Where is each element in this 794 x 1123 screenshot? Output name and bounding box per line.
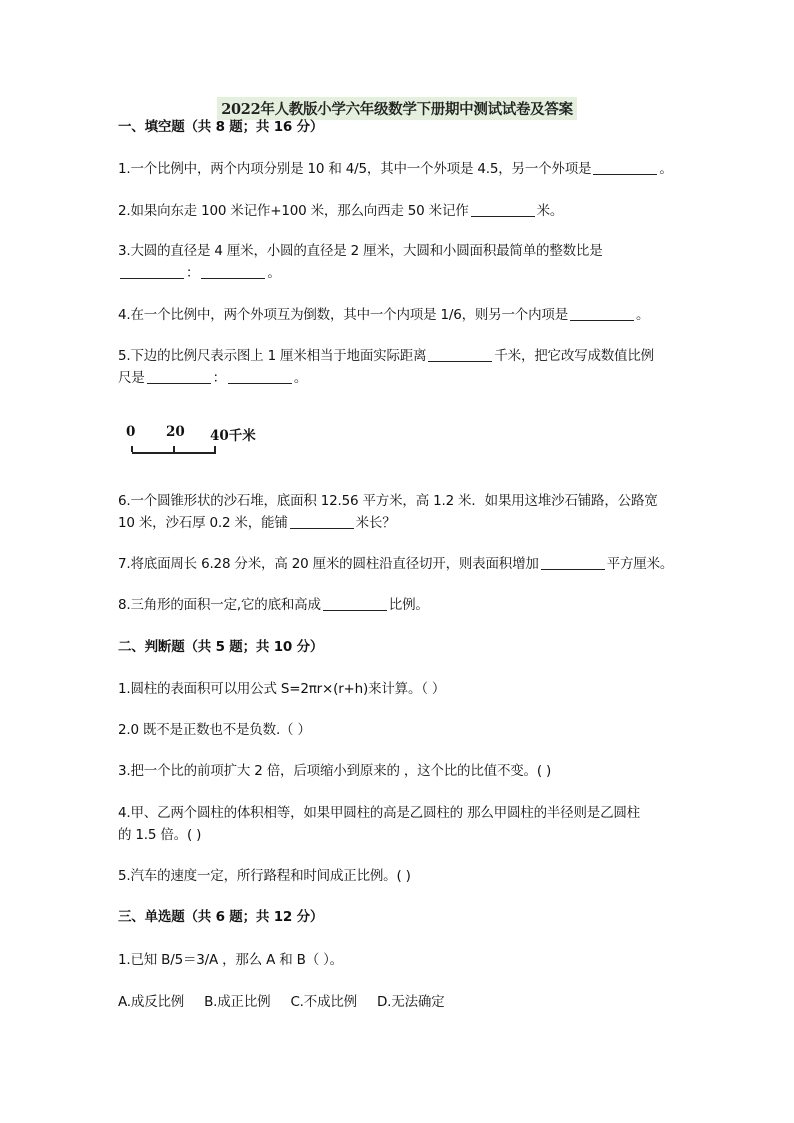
section-2-heading: 二、判断题（共 5 题；共 10 分） xyxy=(118,639,324,655)
answer-blank[interactable] xyxy=(428,347,492,362)
scale-tick-start xyxy=(131,446,133,452)
answer-blank[interactable] xyxy=(541,555,605,570)
question-text: 5.下边的比例尺表示图上 1 厘米相当于地面实际距离 xyxy=(118,348,427,364)
question-1-3-line2 xyxy=(118,262,281,284)
answer-blank[interactable] xyxy=(471,202,535,217)
question-1-2 xyxy=(118,200,563,222)
answer-blank[interactable] xyxy=(120,264,184,279)
question-text-end: 米长？ xyxy=(355,515,396,531)
question-2-4-line1: 4.甲、乙两个圆柱的体积相等，如果甲圆柱的高是乙圆柱的 那么甲圆柱的半径则是乙圆柱 xyxy=(118,805,640,821)
question-1-7 xyxy=(118,553,673,575)
answer-blank[interactable] xyxy=(593,160,657,175)
question-1-3-line1: 3.大圆的直径是 4 厘米，小圆的直径是 2 厘米，大圆和小圆面积最简单的整数比是 xyxy=(118,243,603,259)
question-2-2: 2.0 既不是正数也不是负数.（ ） xyxy=(118,722,311,738)
question-2-3: 3.把一个比的前项扩大 2 倍，后项缩小到原来的 ，这个比的比值不变。( ) xyxy=(118,763,552,779)
scale-tick-end xyxy=(214,446,216,452)
scale-bar-figure xyxy=(124,424,274,460)
question-1-5-line1 xyxy=(118,345,654,367)
option-c[interactable]: C.不成比例 xyxy=(290,994,357,1010)
question-text-end: 。 xyxy=(636,307,650,323)
question-1-8 xyxy=(118,594,429,616)
scale-tick-mid xyxy=(173,446,175,452)
scale-label-20: 20 xyxy=(166,424,185,440)
option-a[interactable]: A.成反比例 xyxy=(118,994,185,1010)
ratio-colon: ： xyxy=(186,265,200,281)
option-d[interactable]: D.无法确定 xyxy=(376,994,445,1010)
question-text: 2.如果向东走 100 米记作+100 米，那么向西走 50 米记作 xyxy=(118,203,469,219)
question-text-end: 。 xyxy=(659,161,673,177)
question-1-6-line2 xyxy=(118,512,396,534)
question-2-4-line2: 的 1.5 倍。( ) xyxy=(118,827,202,843)
section-3-heading: 三、单选题（共 6 题；共 12 分） xyxy=(118,909,324,925)
question-3-1: 1.已知 B/5＝3/A ，那么 A 和 B（ ）。 xyxy=(118,952,343,968)
question-text: 1.一个比例中，两个内项分别是 10 和 4/5，其中一个外项是 4.5，另一个外项是 xyxy=(118,161,592,177)
question-1-5-line2 xyxy=(118,367,307,389)
scale-line xyxy=(132,452,216,454)
question-1-6-line1: 6.一个圆锥形状的沙石堆，底面积 12.56 平方米，高 1.2 米．如果用这堆沙石铺路，公路宽 xyxy=(118,493,658,509)
question-1-4 xyxy=(118,304,649,326)
answer-blank[interactable] xyxy=(290,514,354,529)
question-text-end: 。 xyxy=(293,370,308,386)
question-text: 4.在一个比例中，两个外项互为倒数，其中一个内项是 1/6，则另一个内项是 xyxy=(118,307,568,323)
question-text: 10 米，沙石厚 0.2 米，能铺 xyxy=(118,515,288,531)
answer-blank[interactable] xyxy=(228,369,292,384)
question-text-end: 平方厘米。 xyxy=(606,556,674,572)
scale-label-0: 0 xyxy=(126,424,136,440)
question-text: 8.三角形的面积一定,它的底和高成 xyxy=(118,597,321,613)
scale-label-40: 40千米 xyxy=(210,428,256,444)
question-1-1 xyxy=(118,158,673,180)
answer-blank[interactable] xyxy=(201,264,265,279)
option-b[interactable]: B.成正比例 xyxy=(204,994,271,1010)
question-2-1: 1.圆柱的表面积可以用公式 S=2πr×(r+h)来计算。（ ） xyxy=(118,681,446,697)
section-1-heading: 一、填空题（共 8 题；共 16 分） xyxy=(118,119,324,135)
answer-blank[interactable] xyxy=(147,369,211,384)
question-text: 7.将底面周长 6.28 分米，高 20 厘米的圆柱沿直径切开，则表面积增加 xyxy=(118,556,539,572)
answer-blank[interactable] xyxy=(570,306,634,321)
question-text-mid: 千米，把它改写成数值比例 xyxy=(494,348,654,364)
question-3-1-options xyxy=(118,991,464,1013)
question-text: 尺是 xyxy=(118,370,145,386)
question-text-end: 米。 xyxy=(536,203,564,219)
question-2-5: 5.汽车的速度一定，所行路程和时间成正比例。( ) xyxy=(118,868,411,884)
answer-blank[interactable] xyxy=(323,596,387,611)
question-text-end: 比例。 xyxy=(388,597,429,613)
ratio-colon: ： xyxy=(212,370,226,386)
question-text-end: 。 xyxy=(267,265,281,281)
title-text: 2022年人教版小学六年级数学下册期中测试试卷及答案 xyxy=(217,97,577,120)
